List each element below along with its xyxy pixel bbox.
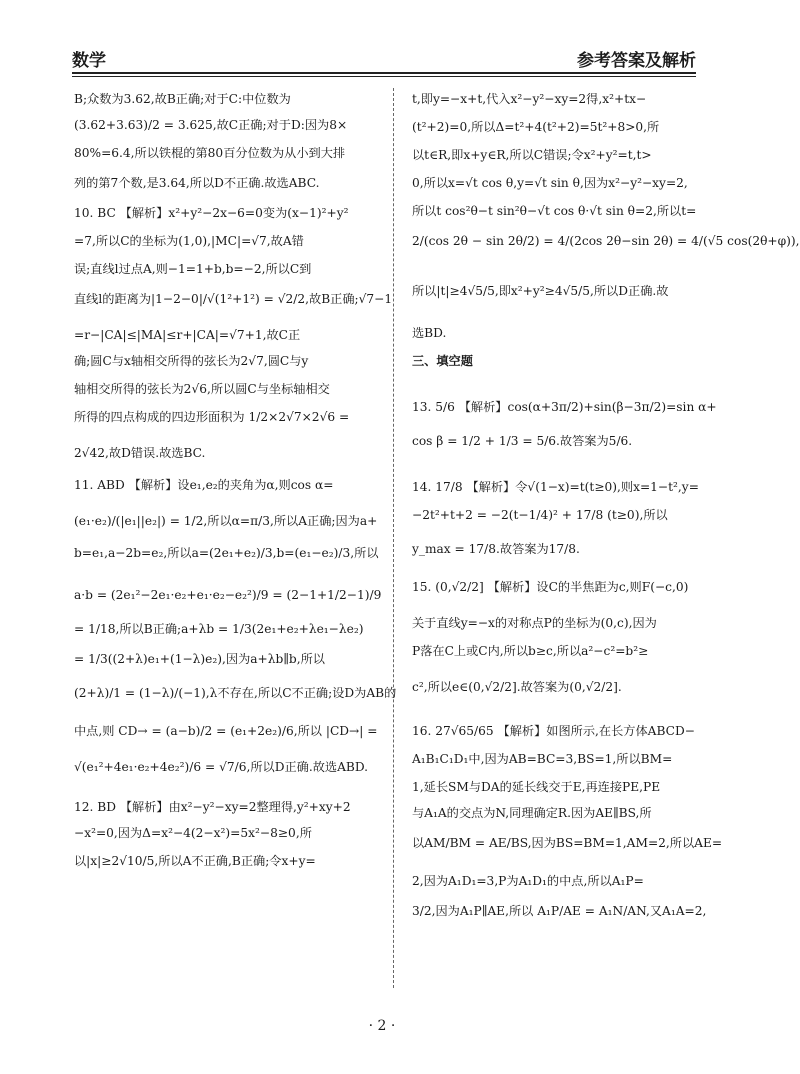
text-line: a·b = (2e₁²−2e₁·e₂+e₁·e₂−e₂²)/9 = (2−1+1/2−1)/9 (74, 588, 382, 602)
text-line: P落在C上或C内,所以b≥c,所以a²−c²=b²≥ (412, 644, 649, 658)
text-line: = 1/3((2+λ)e₁+(1−λ)e₂),因为a+λb∥b,所以 (74, 652, 325, 666)
text-line: 所得的四点构成的四边形面积为 1/2×2√7×2√6 = (74, 410, 350, 424)
text-line: cos β = 1/2 + 1/3 = 5/6.故答案为5/6. (412, 434, 633, 448)
header-rule-thin (72, 76, 696, 77)
text-line: (e₁·e₂)/(|e₁||e₂|) = 1/2,所以α=π/3,所以A正确;因为a+ (74, 514, 378, 528)
header-rule-thick (72, 72, 696, 74)
text-line: 与A₁A的交点为N,同理确定R.因为AE∥BS,所 (412, 806, 652, 820)
text-line: = 1/18,所以B正确;a+λb = 1/3(2e₁+e₂+λe₁−λe₂) (74, 622, 364, 636)
text-line: 以AM/BM = AE/BS,因为BS=BM=1,AM=2,所以AE= (412, 836, 723, 850)
text-line: 确;圆C与x轴相交所得的弦长为2√7,圆C与y (74, 354, 309, 368)
text-line: 列的第7个数,是3.64,所以D不正确.故选ABC. (74, 176, 320, 190)
page-header (72, 42, 696, 72)
text-line: 所以t cos²θ−t sin²θ−√t cos θ·√t sin θ=2,所以t= (412, 204, 697, 218)
text-line: A₁B₁C₁D₁中,因为AB=BC=3,BS=1,所以BM= (412, 752, 673, 766)
text-line: 选BD. (412, 326, 447, 340)
text-line: B;众数为3.62,故B正确;对于C:中位数为 (74, 92, 291, 106)
text-line: 2/(cos 2θ − sin 2θ/2) = 4/(2cos 2θ−sin 2θ) = 4/(√5 cos(2θ+φ)), (412, 234, 800, 248)
subject-label: 数学 (72, 51, 106, 71)
text-line: 12. BD 【解析】由x²−y²−xy=2整理得,y²+xy+2 (74, 800, 351, 814)
text-line: −x²=0,因为Δ=x²−4(2−x²)=5x²−8≥0,所 (74, 826, 312, 840)
column-divider (393, 88, 394, 988)
text-line: c²,所以e∈(0,√2/2].故答案为(0,√2/2]. (412, 680, 622, 694)
text-line: 15. (0,√2/2] 【解析】设C的半焦距为c,则F(−c,0) (412, 580, 689, 594)
document-title: 参考答案及解析 (577, 51, 696, 71)
text-line: 16. 27√65/65 【解析】如图所示,在长方体ABCD− (412, 724, 695, 738)
text-line: 11. ABD 【解析】设e₁,e₂的夹角为α,则cos α= (74, 478, 334, 492)
text-line: 80%=6.4,所以铁棍的第80百分位数为从小到大排 (74, 146, 346, 160)
text-line: 10. BC 【解析】x²+y²−2x−6=0变为(x−1)²+y² (74, 206, 349, 220)
text-line: 误;直线l过点A,则−1=1+b,b=−2,所以C到 (74, 262, 312, 276)
text-line: =r−|CA|≤|MA|≤r+|CA|=√7+1,故C正 (74, 328, 301, 342)
text-line: 14. 17/8 【解析】令√(1−x)=t(t≥0),则x=1−t²,y= (412, 480, 699, 494)
text-line: √(e₁²+4e₁·e₂+4e₂²)/6 = √7/6,所以D正确.故选ABD. (74, 760, 369, 774)
text-line: 三、填空题 (412, 354, 473, 368)
text-line: =7,所以C的坐标为(1,0),|MC|=√7,故A错 (74, 234, 304, 248)
text-line: 0,所以x=√t cos θ,y=√t sin θ,因为x²−y²−xy=2, (412, 176, 688, 190)
text-line: 以t∈R,即x+y∈R,所以C错误;令x²+y²=t,t> (412, 148, 652, 162)
text-line: 1,延长SM与DA的延长线交于E,再连接PE,PE (412, 780, 661, 794)
text-line: y_max = 17/8.故答案为17/8. (412, 542, 580, 556)
text-line: 3/2,因为A₁P∥AE,所以 A₁P/AE = A₁N/AN,又A₁A=2, (412, 904, 707, 918)
text-line: (3.62+3.63)/2 = 3.625,故C正确;对于D:因为8× (74, 118, 348, 132)
text-line: 关于直线y=−x的对称点P的坐标为(0,c),因为 (412, 616, 657, 630)
text-line: 直线l的距离为|1−2−0|/√(1²+1²) = √2/2,故B正确;√7−1 (74, 292, 393, 306)
text-line: 轴相交所得的弦长为2√6,所以圆C与坐标轴相交 (74, 382, 330, 396)
text-line: (t²+2)=0,所以Δ=t²+4(t²+2)=5t²+8>0,所 (412, 120, 660, 134)
page-number: · 2 · (368, 1018, 396, 1034)
text-line: 2√42,故D错误.故选BC. (74, 446, 206, 460)
text-line: (2+λ)/1 = (1−λ)/(−1),λ不存在,所以C不正确;设D为AB的 (74, 686, 397, 700)
text-line: t,即y=−x+t,代入x²−y²−xy=2得,x²+tx− (412, 92, 647, 106)
text-line: 13. 5/6 【解析】cos(α+3π/2)+sin(β−3π/2)=sin α+ (412, 400, 717, 414)
text-line: −2t²+t+2 = −2(t−1/4)² + 17/8 (t≥0),所以 (412, 508, 668, 522)
text-line: 所以|t|≥4√5/5,即x²+y²≥4√5/5,所以D正确.故 (412, 284, 669, 298)
text-line: 以|x|≥2√10/5,所以A不正确,B正确;令x+y= (74, 854, 316, 868)
text-line: b=e₁,a−2b=e₂,所以a=(2e₁+e₂)/3,b=(e₁−e₂)/3,所以 (74, 546, 379, 560)
text-line: 2,因为A₁D₁=3,P为A₁D₁的中点,所以A₁P= (412, 874, 644, 888)
text-line: 中点,则 CD→ = (a−b)/2 = (e₁+2e₂)/6,所以 |CD→| = (74, 724, 378, 738)
